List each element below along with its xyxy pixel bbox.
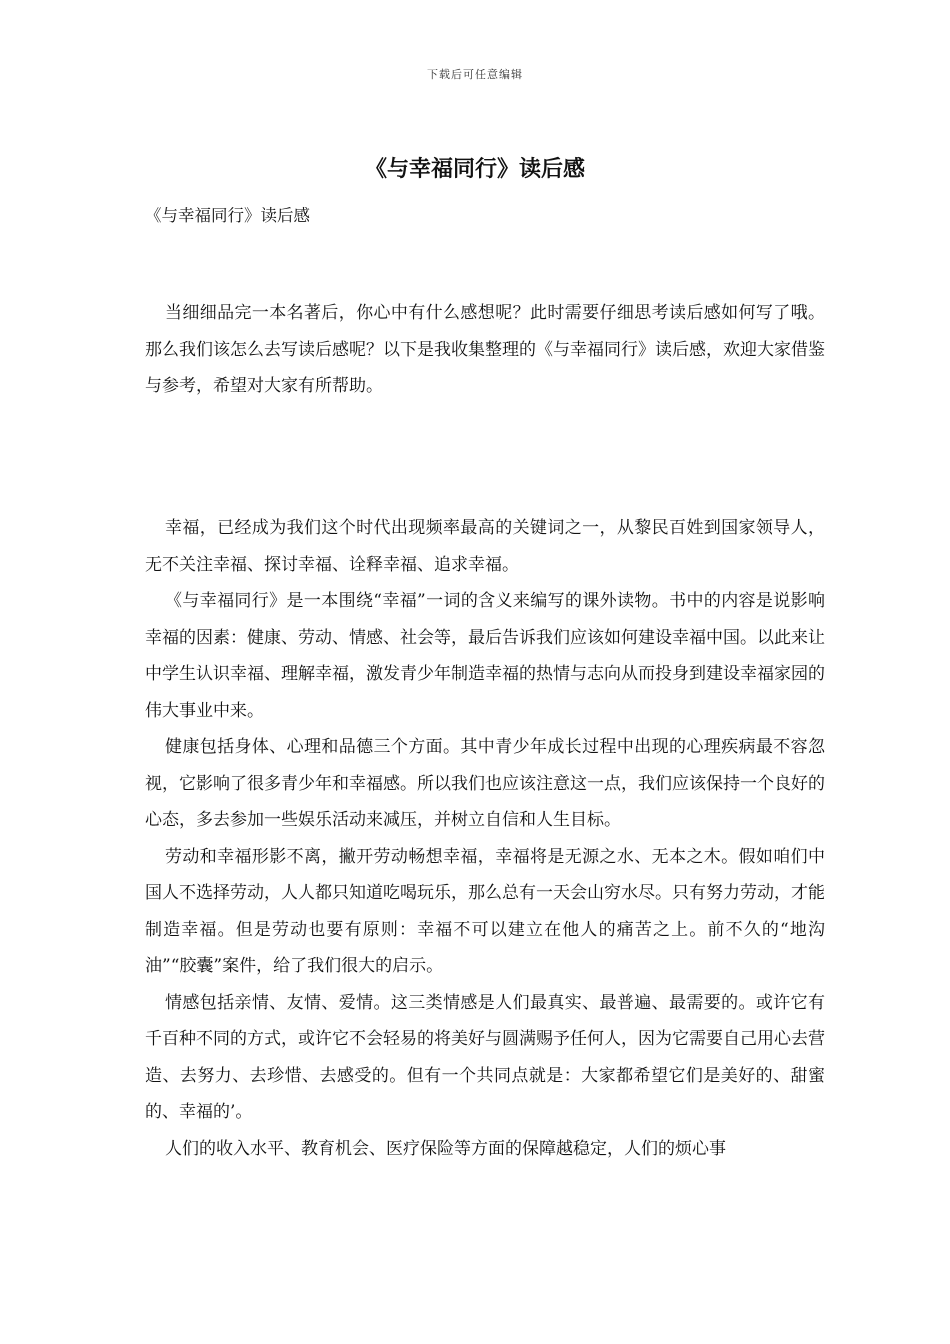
document-title: 《与幸福同行》读后感 [364,156,585,182]
body-paragraph-6: 人们的收入水平、教育机会、医疗保险等方面的保障越稳定，人们的烦心事 [165,1138,726,1159]
document-subtitle: 《与幸福同行》读后感 [145,206,310,225]
body-paragraph-2: 《与幸福同行》是一本围绕“幸福”一词的含义来编写的课外读物。书中的内容是说影响幸福的因素：健康、劳动、情感、社会等，最后告诉我们应该如何建设幸福中国。以此来让中学生认识幸福、理解幸福，激发青少年制造幸福的热情与志向从而投身到建设幸福家园的伟大事业中来。 [145,591,825,721]
body-paragraph-1: 幸福，已经成为我们这个时代出现频率最高的关键词之一，从黎民百姓到国家领导人，无不关注幸福、探讨幸福、诠释幸福、追求幸福。 [145,518,825,575]
intro-paragraph: 当细细品完一本名著后，你心中有什么感想呢？此时需要仔细思考读后感如何写了哦。那么我们该怎么去写读后感呢？以下是我收集整理的《与幸福同行》读后感，欢迎大家借鉴与参考，希望对大家有所帮助。 [145,303,825,396]
body-paragraph-5: 情感包括亲情、友情、爱情。这三类情感是人们最真实、最普遍、最需要的。或许它有千百种不同的方式，或许它不会轻易的将美好与圆满赐予任何人，因为它需要自己用心去营造、去努力、去珍惜、去感受的。但有一个共同点就是：大家都希望它们是美好的、甜蜜的、幸福的’。 [145,992,825,1122]
header-note: 下载后可任意编辑 [427,68,523,81]
main-body [145,510,825,1167]
body-paragraph-4: 劳动和幸福形影不离，撇开劳动畅想幸福，幸福将是无源之水、无本之木。假如咱们中国人不选择劳动，人人都只知道吃喝玩乐，那么总有一天会山穷水尽。只有努力劳动，才能制造幸福。但是劳动也要有原则：幸福不可以建立在他人的痛苦之上。前不久的“地沟油”“胶囊”案件，给了我们很大的启示。 [145,846,825,976]
intro-section [145,295,825,405]
body-paragraph-3: 健康包括身体、心理和品德三个方面。其中青少年成长过程中出现的心理疾病最不容忽视，它影响了很多青少年和幸福感。所以我们也应该注意这一点，我们应该保持一个良好的心态，多去参加一些娱乐活动来减压，并树立自信和人生目标。 [145,737,825,830]
